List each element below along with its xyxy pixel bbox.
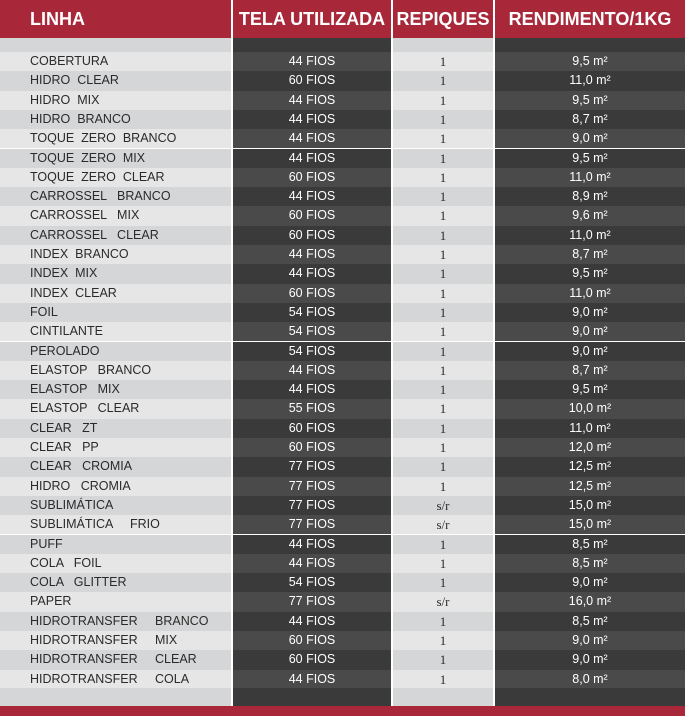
- cell-linha: INDEX CLEAR: [0, 284, 231, 303]
- cell-linha: CARROSSEL CLEAR: [0, 226, 231, 245]
- cell-repiques: 1: [393, 612, 493, 631]
- cell-linha: TOQUE ZERO MIX: [0, 149, 231, 168]
- cell-repiques: 1: [393, 206, 493, 225]
- cell-repiques: s/r: [393, 592, 493, 611]
- spacer-top-linha: [0, 38, 231, 52]
- cell-linha: PEROLADO: [0, 342, 231, 361]
- cell-linha: COBERTURA: [0, 52, 231, 71]
- cell-tela: 44 FIOS: [233, 110, 391, 129]
- cell-rendimento: 8,5 m²: [495, 535, 685, 554]
- cell-rendimento: 9,6 m²: [495, 206, 685, 225]
- cell-tela: 44 FIOS: [233, 554, 391, 573]
- cell-linha: PAPER: [0, 592, 231, 611]
- cell-repiques: 1: [393, 149, 493, 168]
- cell-rendimento: 15,0 m²: [495, 496, 685, 515]
- cell-linha: FOIL: [0, 303, 231, 322]
- cell-linha: SUBLIMÁTICA FRIO: [0, 515, 231, 534]
- cell-tela: 60 FIOS: [233, 168, 391, 187]
- cell-tela: 60 FIOS: [233, 71, 391, 90]
- cell-tela: 44 FIOS: [233, 670, 391, 689]
- cell-tela: 60 FIOS: [233, 284, 391, 303]
- cell-repiques: 1: [393, 650, 493, 669]
- cell-rendimento: 8,9 m²: [495, 187, 685, 206]
- cell-tela: 44 FIOS: [233, 245, 391, 264]
- header-rendimento: RENDIMENTO/1KG: [495, 0, 685, 38]
- spacer-bottom-tela: [233, 688, 391, 706]
- cell-tela: 77 FIOS: [233, 477, 391, 496]
- cell-linha: HIDRO CROMIA: [0, 477, 231, 496]
- cell-repiques: 1: [393, 380, 493, 399]
- cell-rendimento: 15,0 m²: [495, 515, 685, 534]
- cell-linha: COLA GLITTER: [0, 573, 231, 592]
- cell-rendimento: 8,7 m²: [495, 245, 685, 264]
- cell-repiques: 1: [393, 245, 493, 264]
- cell-tela: 77 FIOS: [233, 457, 391, 476]
- cell-repiques: 1: [393, 168, 493, 187]
- cell-tela: 54 FIOS: [233, 342, 391, 361]
- cell-tela: 60 FIOS: [233, 206, 391, 225]
- cell-repiques: 1: [393, 457, 493, 476]
- cell-tela: 44 FIOS: [233, 380, 391, 399]
- cell-tela: 77 FIOS: [233, 515, 391, 534]
- cell-repiques: 1: [393, 631, 493, 650]
- spacer-top-tela: [233, 38, 391, 52]
- cell-tela: 44 FIOS: [233, 612, 391, 631]
- spacer-bottom-repiques: [393, 688, 493, 706]
- cell-repiques: 1: [393, 535, 493, 554]
- cell-repiques: 1: [393, 342, 493, 361]
- cell-tela: 77 FIOS: [233, 496, 391, 515]
- cell-linha: HIDROTRANSFER COLA: [0, 670, 231, 689]
- cell-repiques: 1: [393, 264, 493, 283]
- cell-tela: 44 FIOS: [233, 52, 391, 71]
- cell-repiques: 1: [393, 554, 493, 573]
- cell-repiques: s/r: [393, 496, 493, 515]
- cell-repiques: 1: [393, 284, 493, 303]
- cell-linha: ELASTOP BRANCO: [0, 361, 231, 380]
- spacer-bottom-rendimento: [495, 688, 685, 706]
- cell-linha: CLEAR PP: [0, 438, 231, 457]
- cell-repiques: 1: [393, 226, 493, 245]
- cell-tela: 44 FIOS: [233, 187, 391, 206]
- cell-tela: 44 FIOS: [233, 535, 391, 554]
- cell-rendimento: 9,0 m²: [495, 631, 685, 650]
- cell-linha: HIDRO MIX: [0, 91, 231, 110]
- header-repiques: REPIQUES: [393, 0, 493, 38]
- spacer-top-rendimento: [495, 38, 685, 52]
- cell-linha: HIDRO BRANCO: [0, 110, 231, 129]
- cell-tela: 55 FIOS: [233, 399, 391, 418]
- cell-tela: 44 FIOS: [233, 361, 391, 380]
- cell-tela: 44 FIOS: [233, 149, 391, 168]
- cell-rendimento: 9,0 m²: [495, 342, 685, 361]
- cell-linha: CARROSSEL MIX: [0, 206, 231, 225]
- cell-linha: HIDRO CLEAR: [0, 71, 231, 90]
- cell-rendimento: 8,7 m²: [495, 361, 685, 380]
- cell-rendimento: 11,0 m²: [495, 168, 685, 187]
- cell-linha: INDEX BRANCO: [0, 245, 231, 264]
- cell-linha: CLEAR CROMIA: [0, 457, 231, 476]
- cell-linha: TOQUE ZERO CLEAR: [0, 168, 231, 187]
- cell-rendimento: 16,0 m²: [495, 592, 685, 611]
- cell-repiques: 1: [393, 303, 493, 322]
- cell-linha: INDEX MIX: [0, 264, 231, 283]
- cell-rendimento: 8,0 m²: [495, 670, 685, 689]
- cell-repiques: 1: [393, 670, 493, 689]
- cell-rendimento: 9,5 m²: [495, 264, 685, 283]
- cell-repiques: 1: [393, 399, 493, 418]
- cell-linha: HIDROTRANSFER CLEAR: [0, 650, 231, 669]
- cell-repiques: 1: [393, 187, 493, 206]
- cell-linha: COLA FOIL: [0, 554, 231, 573]
- cell-rendimento: 9,0 m²: [495, 573, 685, 592]
- cell-rendimento: 11,0 m²: [495, 71, 685, 90]
- cell-tela: 60 FIOS: [233, 650, 391, 669]
- cell-rendimento: 9,0 m²: [495, 650, 685, 669]
- cell-rendimento: 12,5 m²: [495, 457, 685, 476]
- cell-repiques: 1: [393, 361, 493, 380]
- cell-tela: 60 FIOS: [233, 631, 391, 650]
- cell-rendimento: 9,0 m²: [495, 129, 685, 148]
- cell-tela: 77 FIOS: [233, 592, 391, 611]
- cell-linha: CINTILANTE: [0, 322, 231, 341]
- cell-linha: ELASTOP CLEAR: [0, 399, 231, 418]
- cell-rendimento: 9,5 m²: [495, 149, 685, 168]
- header-tela-utilizada: TELA UTILIZADA: [233, 0, 391, 38]
- cell-tela: 60 FIOS: [233, 438, 391, 457]
- cell-repiques: 1: [393, 477, 493, 496]
- cell-linha: SUBLIMÁTICA: [0, 496, 231, 515]
- spacer-bottom-linha: [0, 688, 231, 706]
- cell-rendimento: 12,5 m²: [495, 477, 685, 496]
- cell-repiques: 1: [393, 71, 493, 90]
- cell-linha: HIDROTRANSFER MIX: [0, 631, 231, 650]
- cell-repiques: 1: [393, 110, 493, 129]
- cell-rendimento: 9,0 m²: [495, 322, 685, 341]
- cell-rendimento: 9,5 m²: [495, 380, 685, 399]
- cell-rendimento: 11,0 m²: [495, 284, 685, 303]
- cell-repiques: 1: [393, 322, 493, 341]
- cell-linha: CARROSSEL BRANCO: [0, 187, 231, 206]
- cell-tela: 54 FIOS: [233, 303, 391, 322]
- cell-rendimento: 11,0 m²: [495, 419, 685, 438]
- cell-tela: 44 FIOS: [233, 264, 391, 283]
- header-linha: LINHA: [0, 0, 231, 38]
- cell-rendimento: 8,5 m²: [495, 612, 685, 631]
- cell-repiques: 1: [393, 438, 493, 457]
- cell-linha: TOQUE ZERO BRANCO: [0, 129, 231, 148]
- cell-rendimento: 10,0 m²: [495, 399, 685, 418]
- cell-tela: 44 FIOS: [233, 91, 391, 110]
- cell-tela: 44 FIOS: [233, 129, 391, 148]
- footer-bar: [0, 706, 685, 716]
- cell-rendimento: 12,0 m²: [495, 438, 685, 457]
- cell-linha: HIDROTRANSFER BRANCO: [0, 612, 231, 631]
- cell-rendimento: 9,0 m²: [495, 303, 685, 322]
- cell-repiques: 1: [393, 91, 493, 110]
- cell-tela: 60 FIOS: [233, 419, 391, 438]
- cell-rendimento: 9,5 m²: [495, 91, 685, 110]
- cell-tela: 54 FIOS: [233, 573, 391, 592]
- cell-rendimento: 8,7 m²: [495, 110, 685, 129]
- cell-repiques: 1: [393, 52, 493, 71]
- cell-repiques: s/r: [393, 515, 493, 534]
- cell-repiques: 1: [393, 129, 493, 148]
- spacer-top-repiques: [393, 38, 493, 52]
- cell-linha: ELASTOP MIX: [0, 380, 231, 399]
- cell-rendimento: 8,5 m²: [495, 554, 685, 573]
- cell-rendimento: 9,5 m²: [495, 52, 685, 71]
- cell-repiques: 1: [393, 573, 493, 592]
- cell-repiques: 1: [393, 419, 493, 438]
- cell-linha: PUFF: [0, 535, 231, 554]
- cell-rendimento: 11,0 m²: [495, 226, 685, 245]
- cell-linha: CLEAR ZT: [0, 419, 231, 438]
- cell-tela: 60 FIOS: [233, 226, 391, 245]
- cell-tela: 54 FIOS: [233, 322, 391, 341]
